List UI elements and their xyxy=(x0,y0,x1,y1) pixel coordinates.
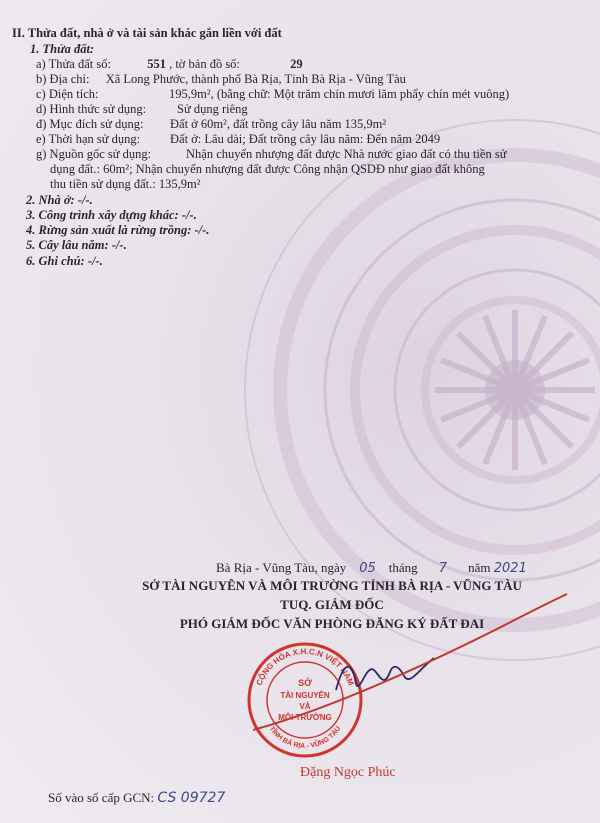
parcel-number-value: 551 xyxy=(147,57,166,71)
signer-name: Đặng Ngọc Phúc xyxy=(300,765,396,780)
seal-center-1: SỞ xyxy=(298,678,312,688)
origin-line-2: dụng đất.: 60m²; Nhận chuyển nhượng đất được Công nhận QSDĐ như giao đất không xyxy=(50,162,485,176)
section-title: II. Thửa đất, nhà ở và tài sản khác gắn liền với đất xyxy=(12,26,282,40)
department-name: SỞ TÀI NGUYÊN VÀ MÔI TRƯỜNG TỈNH BÀ RỊA - VŨNG TÀU xyxy=(142,578,522,593)
land-heading: 1. Thửa đất: xyxy=(30,42,95,56)
house-item: 2. Nhà ở: -/-. xyxy=(26,193,93,207)
seal-bottom-text: TỈNH BÀ RỊA - VŨNG TÀU xyxy=(267,725,343,751)
address-value: Xã Long Phước, thành phố Bà Rịa, Tỉnh Bà Rịa - Vũng Tàu xyxy=(105,72,406,86)
footer-registry xyxy=(48,790,225,806)
map-sheet-value: 29 xyxy=(290,57,303,71)
origin-row xyxy=(36,147,151,162)
usage-form-value: Sử dụng riêng xyxy=(177,102,248,116)
signing-month: 7 xyxy=(438,561,448,576)
area-value: 195,9m², (bằng chữ: Một trăm chín mươi lăm phẩy chín mét vuông) xyxy=(169,87,510,101)
map-sheet-label: , tờ bản đồ số: xyxy=(169,57,240,71)
office-title: PHÓ GIÁM ĐỐC VĂN PHÒNG ĐĂNG KÝ ĐẤT ĐAI xyxy=(179,616,485,631)
usage-form-row xyxy=(36,102,146,117)
usage-form-label: d) Hình thức sử dụng: xyxy=(36,102,147,116)
address-label: b) Địa chỉ: xyxy=(36,72,90,86)
land-parcel-row xyxy=(36,57,303,72)
usage-purpose-label: đ) Mục đích sử dụng: xyxy=(36,117,144,131)
registry-value: CS 09727 xyxy=(157,790,226,806)
month-label: tháng xyxy=(388,560,418,575)
seal-ring-text: CỘNG HÒA X.H.C.N VIỆT NAM xyxy=(254,646,356,687)
address-row xyxy=(36,72,406,87)
area-label: c) Diện tích: xyxy=(36,87,99,101)
forest-item: 4. Rừng sản xuất là rừng trồng: -/-. xyxy=(26,223,210,237)
signing-day: 05 xyxy=(359,561,376,576)
area-row xyxy=(36,87,98,102)
construction-item: 3. Công trình xây dựng khác: -/-. xyxy=(26,208,197,222)
parcel-number-label: a) Thửa đất số: xyxy=(36,57,111,71)
usage-term-row xyxy=(36,132,140,147)
origin-label: g) Nguồn gốc sử dụng: xyxy=(36,147,152,161)
perennial-item: 5. Cây lâu năm: -/-. xyxy=(26,238,127,252)
signature-stroke xyxy=(245,590,575,740)
note-item: 6. Ghi chú: -/-. xyxy=(26,254,103,268)
registry-label: Số vào sổ cấp GCN: xyxy=(48,790,155,805)
signing-year: 2021 xyxy=(493,561,527,576)
seal-center-4: MÔI TRƯỜNG xyxy=(278,713,332,722)
origin-line-3: thu tiền sử dụng đất.: 135,9m² xyxy=(50,177,201,191)
year-label: năm xyxy=(468,560,491,575)
place-date-label: Bà Rịa - Vũng Tàu, ngày xyxy=(216,560,347,575)
usage-purpose-value: Đất ở 60m², đất trồng cây lâu năm 135,9m² xyxy=(170,117,387,131)
authorization-title: TUQ. GIÁM ĐỐC xyxy=(280,597,384,612)
seal-center-2: TÀI NGUYÊN xyxy=(280,691,330,700)
usage-term-value: Đất ở: Lâu dài; Đất trồng cây lâu năm: Đến năm 2049 xyxy=(170,132,441,146)
usage-purpose-row xyxy=(36,117,143,132)
signing-date xyxy=(216,560,527,576)
seal-center-3: VÀ xyxy=(299,702,311,711)
usage-term-label: e) Thời hạn sử dụng: xyxy=(36,132,141,146)
origin-line-1: Nhận chuyển nhượng đất được Nhà nước giao đất có thu tiền sử xyxy=(186,147,507,161)
